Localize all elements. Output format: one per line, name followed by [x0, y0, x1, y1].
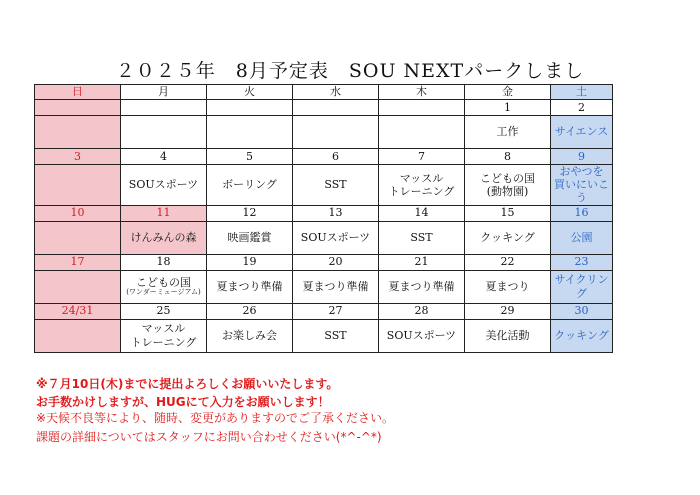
notes-section: [36, 374, 676, 446]
date-cell: 28: [379, 303, 465, 319]
date-cell: 10: [35, 205, 121, 221]
event-cell: SST: [379, 221, 465, 254]
date-cell: 14: [379, 205, 465, 221]
week-2-event-row: [35, 165, 613, 206]
weekday-header-row: [35, 85, 613, 100]
week-2-date-row: [35, 149, 613, 165]
page-title: ２０２５年 8月予定表 SOU NEXTパークしまし: [115, 60, 585, 82]
event-cell: [35, 270, 121, 303]
event-cell: 夏まつり: [465, 270, 551, 303]
event-cell: マッスル トレーニング: [121, 319, 207, 352]
week-4-event-row: [35, 270, 613, 303]
event-cell: ボーリング: [207, 165, 293, 206]
date-cell: 27: [293, 303, 379, 319]
event-cell: クッキング: [465, 221, 551, 254]
week-3-event-row: [35, 221, 613, 254]
date-cell: 5: [207, 149, 293, 165]
calendar-table: [34, 84, 613, 353]
event-cell: 公園: [551, 221, 613, 254]
event-cell: SOUスポーツ: [121, 165, 207, 206]
deadline-note: ※７月10日(木)までに提出よろしくお願いいたします。: [36, 377, 339, 391]
event-cell: マッスル トレーニング: [379, 165, 465, 206]
event-cell-kodomo: [121, 270, 207, 303]
date-cell: 6: [293, 149, 379, 165]
weekday-thu: 木: [379, 85, 465, 100]
weekday-sat: 土: [551, 85, 613, 100]
date-cell: 8: [465, 149, 551, 165]
event-cell: サイクリング: [551, 270, 613, 303]
date-cell: [379, 100, 465, 116]
event-cell: [207, 116, 293, 149]
event-cell: SOUスポーツ: [379, 319, 465, 352]
date-cell: [35, 100, 121, 116]
event-cell: 夏まつり準備: [207, 270, 293, 303]
date-cell: 13: [293, 205, 379, 221]
date-cell: [207, 100, 293, 116]
date-cell: 4: [121, 149, 207, 165]
weekday-fri: 金: [465, 85, 551, 100]
event-cell: [35, 221, 121, 254]
date-cell: 23: [551, 254, 613, 270]
date-cell: 29: [465, 303, 551, 319]
date-cell: 20: [293, 254, 379, 270]
date-cell: 16: [551, 205, 613, 221]
event-cell: 映画鑑賞: [207, 221, 293, 254]
event-title: こどもの国: [136, 276, 191, 290]
week-4-date-row: [35, 254, 613, 270]
week-1-date-row: [35, 100, 613, 116]
event-cell: [35, 165, 121, 206]
event-cell: サイエンス: [551, 116, 613, 149]
event-cell: SOUスポーツ: [293, 221, 379, 254]
date-cell: 15: [465, 205, 551, 221]
date-cell: 9: [551, 149, 613, 165]
event-cell: 工作: [465, 116, 551, 149]
event-cell: SST: [293, 165, 379, 206]
date-cell: 12: [207, 205, 293, 221]
date-cell: 22: [465, 254, 551, 270]
week-5-date-row: [35, 303, 613, 319]
weekday-tue: 火: [207, 85, 293, 100]
event-cell: おやつを 買いにいこう: [551, 165, 613, 206]
date-cell: 17: [35, 254, 121, 270]
date-cell: 2: [551, 100, 613, 116]
weekday-mon: 月: [121, 85, 207, 100]
event-cell: こどもの国 (動物園): [465, 165, 551, 206]
event-cell: けんみんの森: [121, 221, 207, 254]
weekday-sun: 日: [35, 85, 121, 100]
date-cell: 18: [121, 254, 207, 270]
date-cell: 21: [379, 254, 465, 270]
weather-note: ※天候不良等により、随時、変更がありますのでご了承ください。: [36, 411, 395, 425]
event-cell: お楽しみ会: [207, 319, 293, 352]
event-cell: [379, 116, 465, 149]
date-cell: 24/31: [35, 303, 121, 319]
event-cell: SST: [293, 319, 379, 352]
event-cell: 美化活動: [465, 319, 551, 352]
event-cell: [121, 116, 207, 149]
date-cell: 1: [465, 100, 551, 116]
date-cell: 7: [379, 149, 465, 165]
event-cell: [293, 116, 379, 149]
event-cell: 夏まつり準備: [379, 270, 465, 303]
date-cell: [293, 100, 379, 116]
week-3-date-row: [35, 205, 613, 221]
date-cell: 3: [35, 149, 121, 165]
contact-note: 課題の詳細についてはスタッフにお問い合わせください(*^-^*): [36, 430, 382, 444]
event-cell: [35, 116, 121, 149]
date-cell: 26: [207, 303, 293, 319]
week-5-event-row: [35, 319, 613, 352]
event-subtitle: (ワンダーミュージアム): [126, 288, 201, 297]
event-cell: [35, 319, 121, 352]
hug-note: お手数かけしますが、HUGにて入力をお願いします！: [36, 395, 330, 409]
date-cell-holiday: 11: [121, 205, 207, 221]
date-cell: [121, 100, 207, 116]
event-cell: クッキング: [551, 319, 613, 352]
date-cell: 30: [551, 303, 613, 319]
weekday-wed: 水: [293, 85, 379, 100]
week-1-event-row: [35, 116, 613, 149]
date-cell: 19: [207, 254, 293, 270]
event-cell: 夏まつり準備: [293, 270, 379, 303]
date-cell: 25: [121, 303, 207, 319]
